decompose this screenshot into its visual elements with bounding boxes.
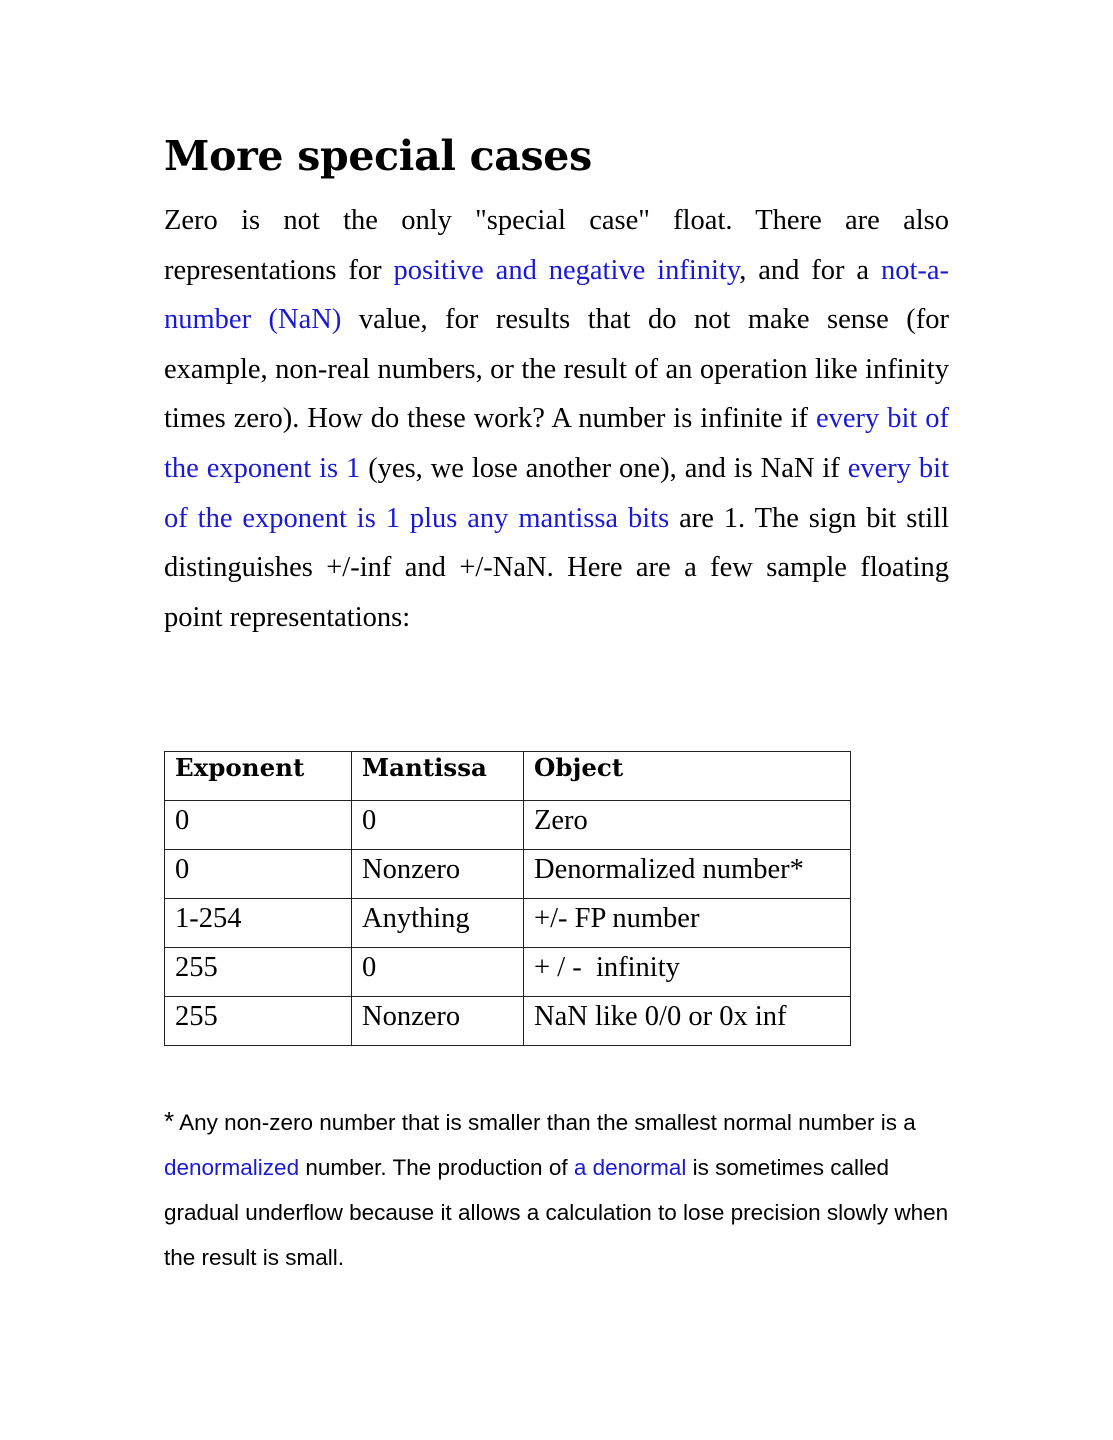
footnote-text: Any non-zero number that is smaller than the smallest normal number is a	[174, 1110, 916, 1135]
footnote-text: number. The production of	[299, 1155, 574, 1180]
cell-mantissa: Nonzero	[352, 997, 524, 1046]
cell-object: Denormalized number*	[524, 850, 851, 899]
link-denormalized[interactable]: denormalized	[164, 1155, 300, 1180]
cell-object: NaN like 0/0 or 0x inf	[524, 997, 851, 1046]
cell-exponent: 0	[165, 801, 352, 850]
column-header-object: Object	[524, 752, 851, 801]
cell-mantissa: Anything	[352, 899, 524, 948]
table-row	[165, 899, 851, 948]
float-representation-table	[164, 751, 851, 1046]
intro-paragraph	[164, 196, 949, 642]
cell-object: +/- FP number	[524, 899, 851, 948]
cell-mantissa: 0	[352, 801, 524, 850]
table-row	[165, 948, 851, 997]
paragraph-text: are 1. The sign bit still distinguishes +/-inf and +/-NaN. Here are a few sample floating point representations:	[164, 502, 949, 633]
paragraph-text: (yes, we lose another one), and is NaN if	[360, 452, 848, 484]
link-nan[interactable]: not-a-number (NaN)	[164, 254, 950, 336]
link-infinity[interactable]: positive and negative infinity	[393, 254, 740, 286]
footnote-text: is sometimes called gradual underflow because it allows a calculation to lose precision slowly when the result is small.	[164, 1155, 949, 1270]
paragraph-text: , and for a	[739, 254, 881, 286]
section-heading: More special cases	[164, 132, 592, 180]
column-header-exponent: Exponent	[165, 752, 352, 801]
table-header-row	[165, 752, 851, 801]
cell-object: Zero	[524, 801, 851, 850]
cell-object: + / - infinity	[524, 948, 851, 997]
cell-exponent: 1-254	[165, 899, 352, 948]
table-row	[165, 850, 851, 899]
cell-exponent: 255	[165, 948, 352, 997]
cell-mantissa: Nonzero	[352, 850, 524, 899]
column-header-mantissa: Mantissa	[352, 752, 524, 801]
link-exponent-all-ones[interactable]: every bit of the exponent is 1	[164, 403, 950, 484]
cell-exponent: 0	[165, 850, 352, 899]
link-exponent-mantissa[interactable]: every bit of the exponent is 1 plus any mantissa bits	[164, 452, 950, 534]
paragraph-text: Zero is not the only "special case" float. There are also representations for	[164, 205, 949, 286]
link-a-denormal[interactable]: a denormal	[573, 1155, 687, 1180]
cell-exponent: 255	[165, 997, 352, 1046]
table-row	[165, 997, 851, 1046]
paragraph-text: value, for results that do not make sense (for example, non-real numbers, or the result of an operation like infinity times zero). How do these work? A number is infinite if	[164, 304, 949, 435]
footnote-asterisk: *	[164, 1106, 175, 1136]
footnote	[164, 1099, 964, 1280]
table-row	[165, 801, 851, 850]
cell-mantissa: 0	[352, 948, 524, 997]
